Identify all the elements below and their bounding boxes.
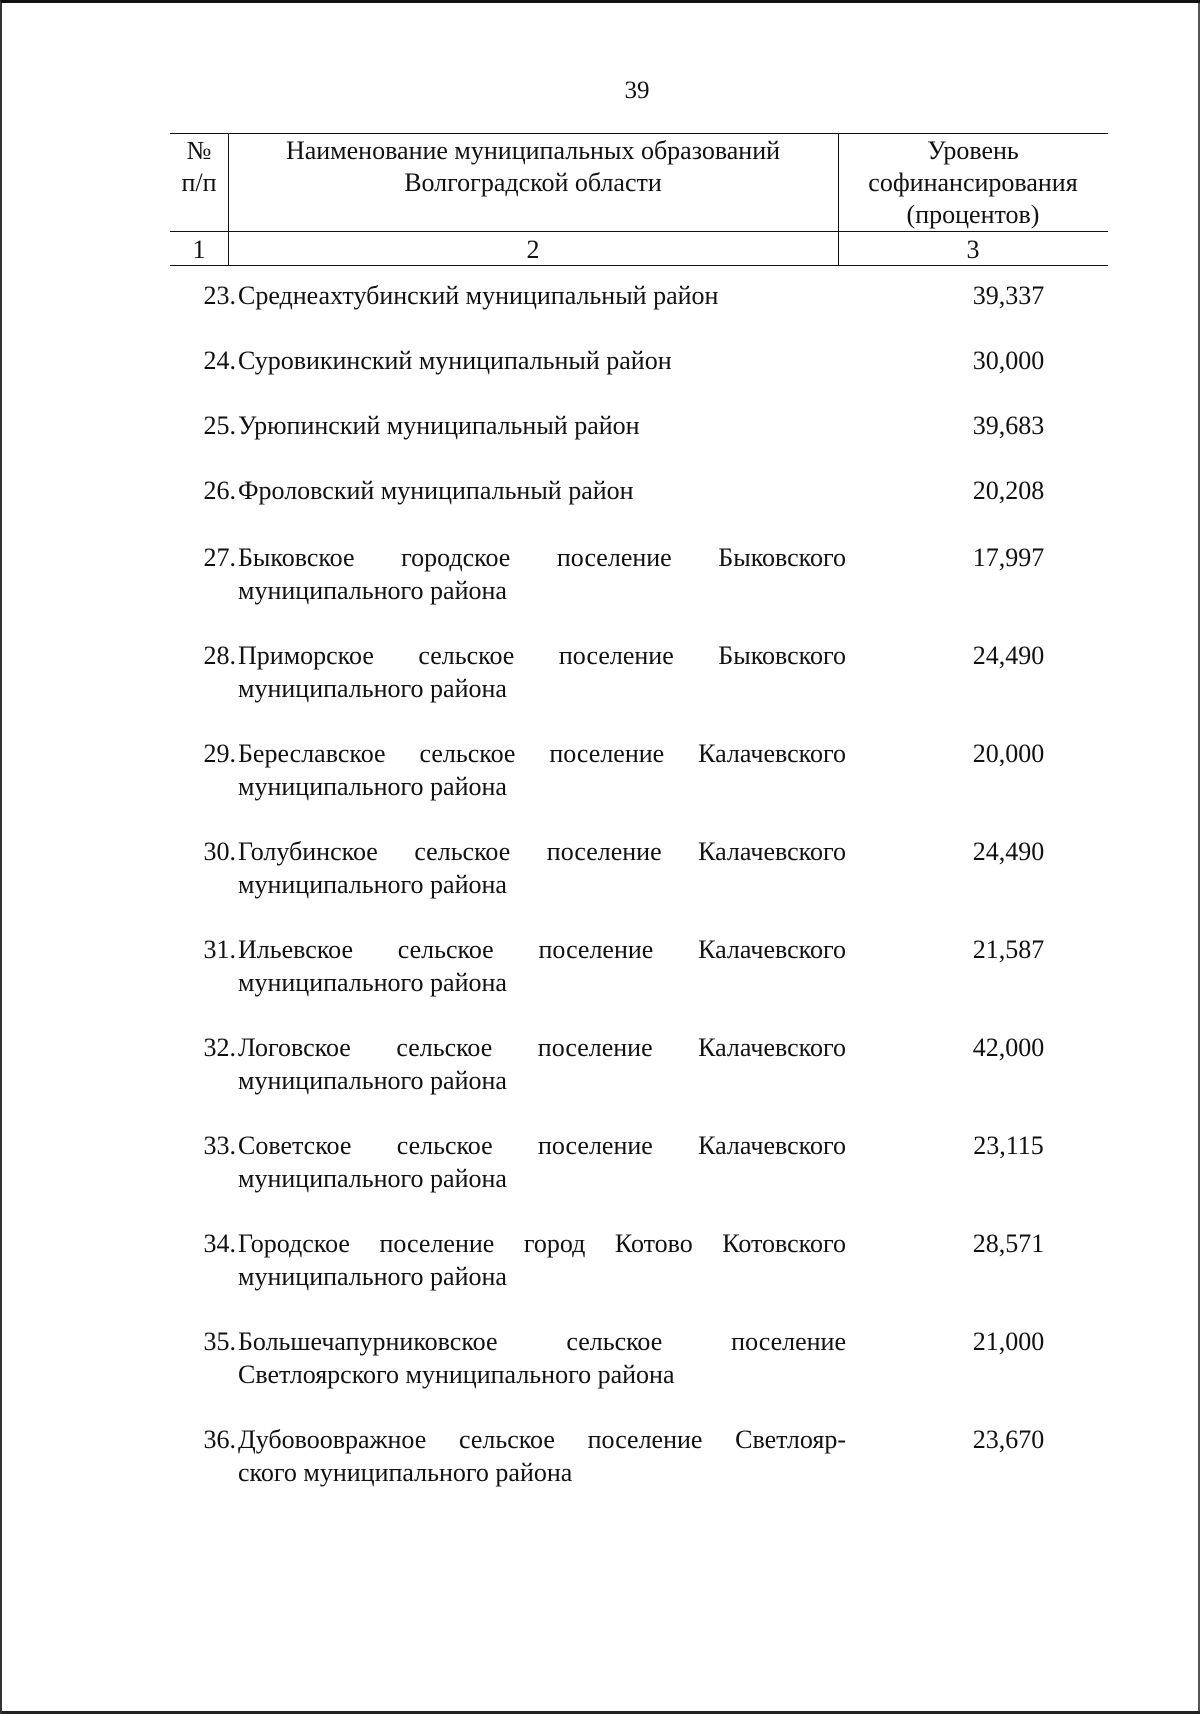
row-name <box>238 1227 846 1293</box>
row-name-line: Береславское сельское поселение Калачевского <box>238 739 846 768</box>
header-top-rule <box>170 133 1108 134</box>
row-name-line: Фроловский муниципальный район <box>238 476 634 505</box>
row-name <box>238 1031 846 1097</box>
row-number: 32. <box>203 1033 236 1062</box>
row-number: 35. <box>203 1327 236 1356</box>
row-name-line: муниципального района <box>238 772 507 801</box>
row-name-line: муниципального района <box>238 674 507 703</box>
row-name-line: Большечапурниковское сельское поселение <box>238 1327 846 1356</box>
header-num-3: 3 <box>966 235 980 264</box>
row-name-line: Урюпинский муниципальный район <box>238 411 640 440</box>
row-value: 24,490 <box>972 837 1045 866</box>
row-number: 36. <box>203 1425 236 1454</box>
row-value: 42,000 <box>972 1033 1045 1062</box>
row-number: 31. <box>203 935 236 964</box>
row-number: 33. <box>203 1131 236 1160</box>
row-name <box>238 1325 846 1391</box>
row-name-line: Светлоярского муниципального района <box>238 1360 675 1389</box>
header-mid-rule <box>170 231 1108 232</box>
row-name-line: муниципального района <box>238 1164 507 1193</box>
header-col-level-line3: (процентов) <box>906 200 1040 229</box>
row-value: 20,000 <box>972 739 1045 768</box>
row-number: 30. <box>203 837 236 866</box>
row-name-line: Городское поселение город Котово Котовского <box>238 1229 846 1258</box>
row-name-line: муниципального района <box>238 576 507 605</box>
table-header <box>170 131 1108 267</box>
row-name-line: Приморское сельское поселение Быковского <box>238 641 846 670</box>
row-number: 26. <box>203 476 236 505</box>
row-value: 39,683 <box>972 411 1045 440</box>
header-col-level-line1: Уровень <box>927 136 1019 165</box>
row-number: 27. <box>203 543 236 572</box>
row-value: 23,115 <box>973 1131 1044 1160</box>
row-name <box>238 541 846 607</box>
row-name-line: Среднеахтубинский муниципальный район <box>238 281 719 310</box>
row-name <box>238 737 846 803</box>
header-col-level <box>838 135 1108 231</box>
row-value: 23,670 <box>972 1425 1045 1454</box>
row-value: 20,208 <box>972 476 1045 505</box>
row-value: 21,587 <box>972 935 1045 964</box>
row-name-line: ского муниципального района <box>238 1458 573 1487</box>
header-col-number <box>170 135 228 199</box>
row-name-line: Дубовоовражное сельское поселение Светлояр- <box>238 1425 846 1454</box>
row-name-line: муниципального района <box>238 870 507 899</box>
row-number: 34. <box>203 1229 236 1258</box>
row-name <box>238 1423 846 1489</box>
row-value: 39,337 <box>972 281 1045 310</box>
row-number: 28. <box>203 641 236 670</box>
row-name <box>238 835 846 901</box>
row-name <box>238 279 938 312</box>
row-name-line: Быковское городское поселение Быковского <box>238 543 846 572</box>
row-name <box>238 933 846 999</box>
row-number: 24. <box>203 346 236 375</box>
header-col-number-line1: № <box>186 136 212 165</box>
row-name <box>238 639 846 705</box>
row-value: 17,997 <box>972 543 1045 572</box>
row-name <box>238 1129 846 1195</box>
row-name-line: Ильевское сельское поселение Калачевского <box>238 935 846 964</box>
row-value: 21,000 <box>972 1327 1045 1356</box>
row-number: 23. <box>203 281 236 310</box>
row-name <box>238 474 938 507</box>
row-number: 25. <box>203 411 236 440</box>
header-col-name-line1: Наименование муниципальных образований <box>285 136 781 165</box>
row-value: 28,571 <box>972 1229 1045 1258</box>
row-name-line: муниципального района <box>238 1262 507 1291</box>
row-name-line: муниципального района <box>238 1066 507 1095</box>
page-number: 39 <box>624 77 650 104</box>
row-name-line: Суровикинский муниципальный район <box>238 346 672 375</box>
row-name-line: Советское сельское поселение Калачевского <box>238 1131 846 1160</box>
header-col-name <box>228 135 838 199</box>
header-col-number-line2: п/п <box>181 168 217 197</box>
row-name-line: Голубинское сельское поселение Калачевского <box>238 837 846 866</box>
header-num-1: 1 <box>192 235 206 264</box>
row-name-line: муниципального района <box>238 968 507 997</box>
row-value: 30,000 <box>972 346 1045 375</box>
header-col-name-line2: Волгоградской области <box>404 168 662 197</box>
header-num-2: 2 <box>526 235 540 264</box>
row-number: 29. <box>203 739 236 768</box>
row-name <box>238 344 938 377</box>
row-value: 24,490 <box>972 641 1045 670</box>
row-name <box>238 409 938 442</box>
row-name-line: Логовское сельское поселение Калачевского <box>238 1033 846 1062</box>
header-col-level-line2: софинансирования <box>868 168 1078 197</box>
